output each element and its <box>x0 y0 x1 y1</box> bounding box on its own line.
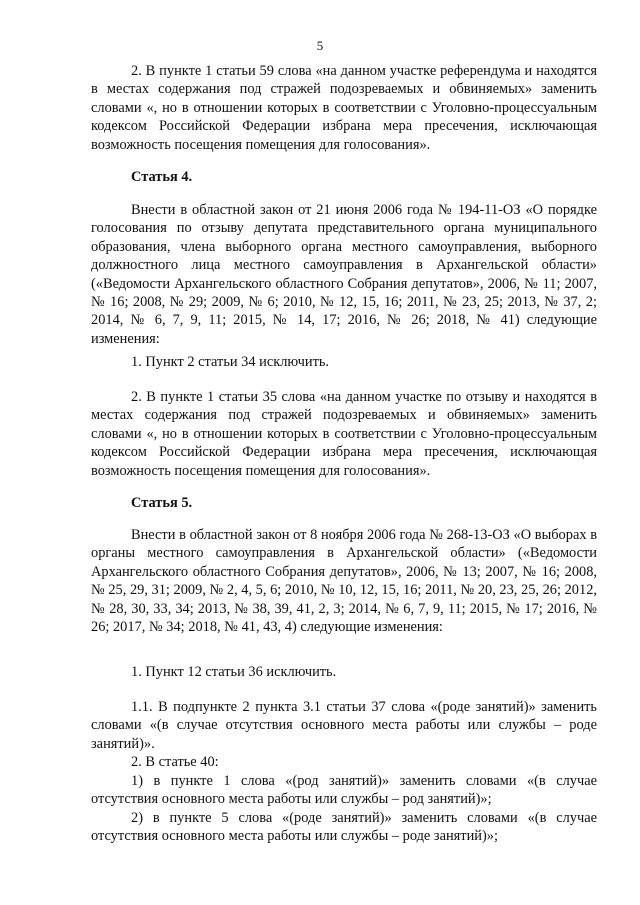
paragraph-article5-intro: Внести в областной закон от 8 ноября 2006 года № 268-13-ОЗ «О выборах в органы местного самоуправления в Архангельской области» («Ведомости Архангельского областного Собрания депутатов», 2006, № 13; 2007, № 16; 2008, № 25, 29, 31; 2009, № 2, 4, 5, 6; 2010, № 10, 12, 15, 16; 2011, № 20, 23, 25, 26; 2012, № 28, 30, 33, 34; 2013, № 38, 39, 41, 2, 3; 2014, № 6, 7, 9, 11; 2015, № 17; 2016, № 26; 2017, № 34; 2018, № 41, 43, 4) следующие изменения: <box>91 527 597 636</box>
article-4-heading: Статья 4. <box>131 169 193 185</box>
paragraph-article5-item2-sub2: 2) в пункте 5 слова «(роде занятий)» заменить словами «(в случае отсутствия основного места работы или службы – роде занятий)»; <box>91 810 597 845</box>
paragraph-article5-item2: 2. В статье 40: <box>131 754 219 770</box>
paragraph-article3-item2: 2. В пункте 1 статьи 59 слова «на данном участке референдума и находятся в местах содержания под стражей подозреваемых и обвиняемых» заменить словами «, но в отношении которых в соответствии с Уголовно-процессуальным кодексом Российской Федерации избрана мера пресечения, исключающая возможность посещения помещения для голосования». <box>91 63 597 153</box>
paragraph-article5-item2-sub1: 1) в пункте 1 слова «(род занятий)» заменить словами «(в случае отсутствия основного места работы или службы – род занятий)»; <box>91 773 597 808</box>
page-number: 5 <box>316 38 324 53</box>
article-5-heading: Статья 5. <box>131 495 193 511</box>
paragraph-article4-item2: 2. В пункте 1 статьи 35 слова «на данном участке по отзыву и находятся в местах содержания под стражей подозреваемых и обвиняемых» заменить словами «, но в отношении которых в соответствии с Уголовно-процессуальным кодексом Российской Федерации избрана мера пресечения, исключающая возможность посещения помещения для голосования». <box>91 389 597 479</box>
paragraph-article4-intro: Внести в областной закон от 21 июня 2006 года № 194-11-ОЗ «О порядке голосования по отзыву депутата представительного органа муниципального образования, члена выборного органа местного самоуправления, выборного должностного лица местного самоуправления в Архангельской области» («Ведомости Архангельского областного Собрания депутатов», 2006, № 11; 2007, № 16; 2008, № 29; 2009, № 6; 2010, № 12, 15, 16; 2011, № 23, 25; 2013, № 37, 2; 2014, № 6, 7, 9, 11; 2015, № 14, 17; 2016, № 26; 2018, № 41) следующие изменения: <box>91 202 597 347</box>
paragraph-article5-item1: 1. Пункт 12 статьи 36 исключить. <box>131 664 337 680</box>
paragraph-article5-item1-1: 1.1. В подпункте 2 пункта 3.1 статьи 37 слова «(роде занятий)» заменить словами «(в случае отсутствия основного места работы или службы – роде занятий)». <box>91 699 597 752</box>
paragraph-article4-item1: 1. Пункт 2 статьи 34 исключить. <box>131 354 330 370</box>
